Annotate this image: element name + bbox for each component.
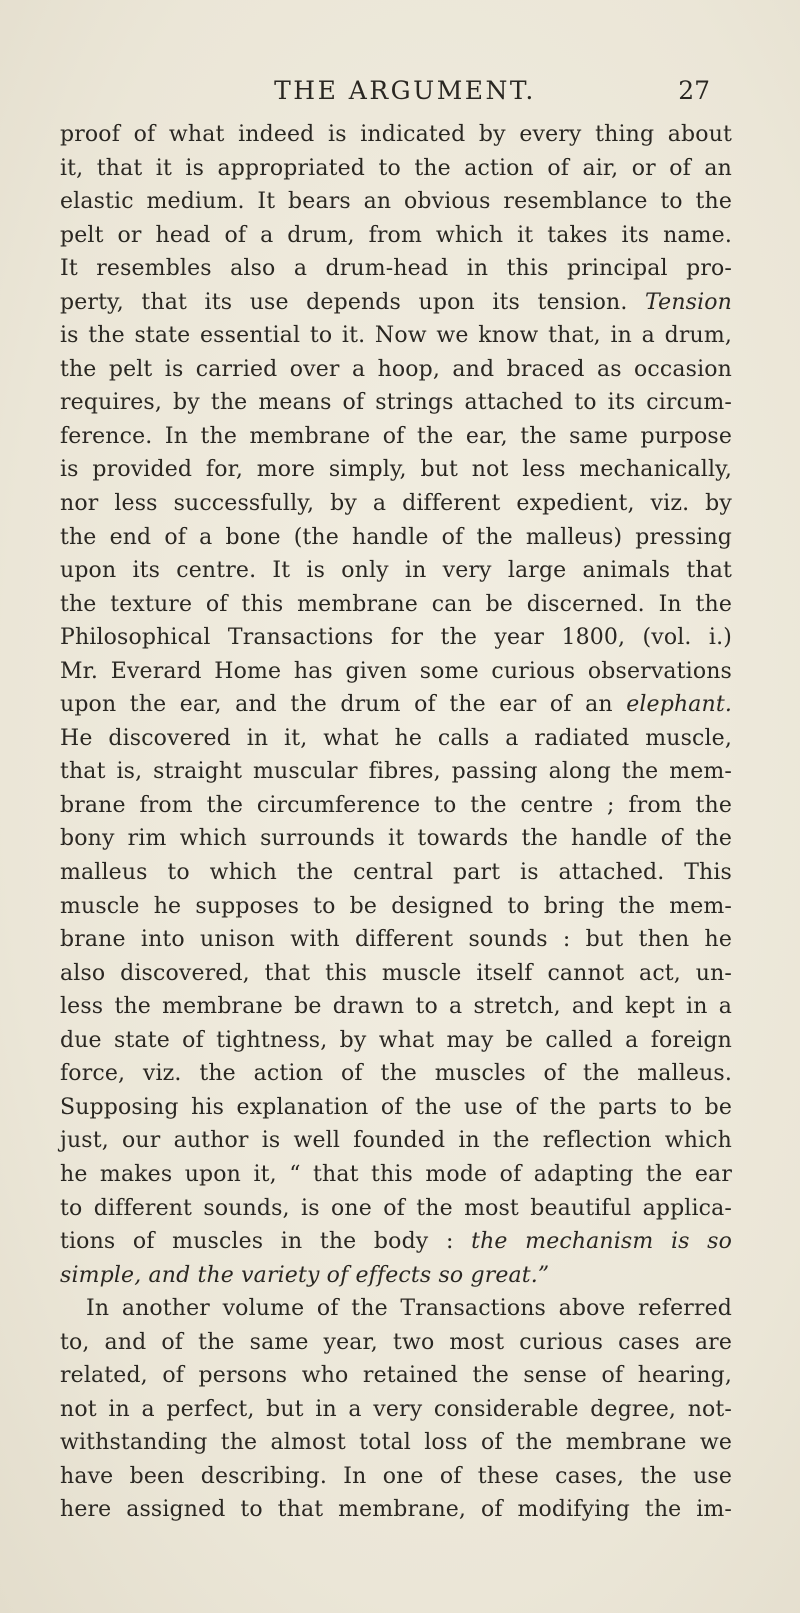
- text-line: elastic medium. It bears an obvious resemblance to the: [60, 189, 732, 215]
- text-segment: tions of muscles in the body :: [60, 1229, 454, 1255]
- text-line: bony rim which surrounds it towards the handle of the: [60, 826, 732, 852]
- text-line: [60, 1259, 732, 1293]
- text-line: Philosophical Transactions for the year 1800, (vol. i.): [60, 625, 732, 651]
- italic-word-tension: Tension: [645, 289, 732, 315]
- text-line: ference. In the membrane of the ear, the same purpose: [60, 423, 732, 449]
- text-line: less the membrane be drawn to a stretch, and kept in a: [60, 994, 732, 1020]
- text-line: brane from the circumference to the centre ; from the: [60, 792, 732, 818]
- text-line: force, viz. the action of the muscles of the malleus.: [60, 1061, 732, 1087]
- body-text: [60, 118, 732, 1527]
- text-line: the texture of this membrane can be discerned. In the: [60, 591, 732, 617]
- text-line: muscle he supposes to be designed to bring the mem-: [60, 893, 732, 919]
- text-line: It resembles also a drum-head in this principal pro-: [60, 256, 732, 282]
- text-line: [60, 688, 732, 722]
- text-line: related, of persons who retained the sense of hearing,: [60, 1363, 732, 1389]
- text-line: to different sounds, is one of the most beautiful applica-: [60, 1195, 732, 1221]
- text-line: to, and of the same year, two most curious cases are: [60, 1329, 732, 1355]
- text-line: proof of what indeed is indicated by every thing about: [60, 122, 732, 147]
- text-line: the pelt is carried over a hoop, and braced as occasion: [60, 356, 732, 382]
- text-line: nor less successfully, by a different expedient, viz. by: [60, 491, 732, 517]
- text-line: Mr. Everard Home has given some curious observations: [60, 658, 732, 684]
- text-line: requires, by the means of strings attached to its circum-: [60, 390, 732, 416]
- text-line: is provided for, more simply, but not less mechanically,: [60, 457, 732, 483]
- page-number: 27: [678, 76, 710, 105]
- text-line: also discovered, that this muscle itself cannot act, un-: [60, 960, 732, 986]
- text-line: not in a perfect, but in a very considerable degree, not-: [60, 1396, 732, 1422]
- italic-phrase-mechanism: the mechanism is so: [471, 1229, 732, 1255]
- text-line: pelt or head of a drum, from which it takes its name.: [60, 222, 732, 248]
- text-line: [60, 286, 732, 320]
- text-line: He discovered in it, what he calls a radiated muscle,: [60, 725, 732, 751]
- text-line: due state of tightness, by what may be called a foreign: [60, 1027, 732, 1053]
- text-line: he makes upon it, “ that this mode of adapting the ear: [60, 1161, 732, 1187]
- text-line: In another volume of the Transactions above referred: [86, 1296, 732, 1322]
- italic-word-elephant: elephant.: [626, 692, 732, 718]
- text-line: here assigned to that membrane, of modifying the im-: [60, 1497, 732, 1523]
- text-line: it, that it is appropriated to the action of air, or of an: [60, 155, 732, 181]
- text-line: is the state essential to it. Now we know that, in a drum,: [60, 323, 732, 349]
- italic-phrase-simple: simple, and the variety of effects so great.”: [60, 1262, 550, 1288]
- text-line: have been describing. In one of these cases, the use: [60, 1463, 732, 1489]
- text-line: just, our author is well founded in the reflection which: [60, 1128, 732, 1154]
- page-header: [60, 76, 750, 116]
- text-line: Supposing his explanation of the use of the parts to be: [60, 1094, 732, 1120]
- text-line: brane into unison with different sounds : but then he: [60, 927, 732, 953]
- running-title: THE ARGUMENT.: [274, 76, 536, 105]
- text-line: that is, straight muscular fibres, passing along the mem-: [60, 759, 732, 785]
- text-line: malleus to which the central part is attached. This: [60, 860, 732, 886]
- text-line: withstanding the almost total loss of the membrane we: [60, 1430, 732, 1456]
- text-line: the end of a bone (the handle of the malleus) pressing: [60, 524, 732, 550]
- text-segment: perty, that its use depends upon its tension.: [60, 289, 628, 315]
- text-segment: upon the ear, and the drum of the ear of an: [60, 692, 613, 718]
- text-line: upon its centre. It is only in very large animals that: [60, 558, 732, 584]
- text-line: [60, 1225, 732, 1259]
